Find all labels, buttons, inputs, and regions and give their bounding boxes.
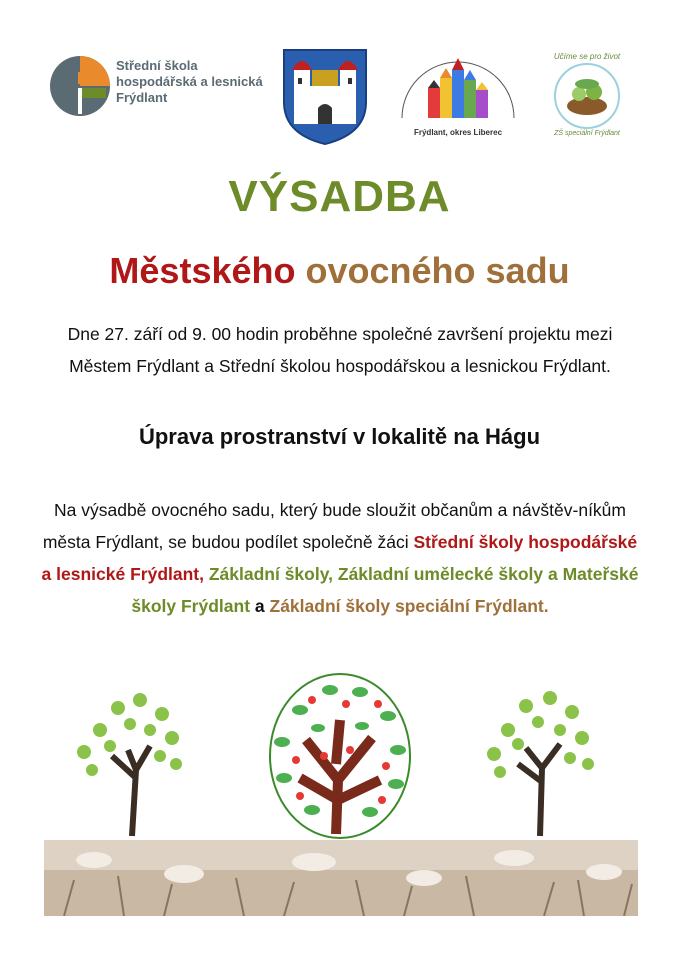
school-name-line3: Frýdlant [116,90,168,105]
trees-illustration [0,660,679,840]
subtitle-part1: Městského [109,250,296,291]
participants-paragraph [40,494,640,622]
special-school-logo [548,52,626,142]
participant-school-1: Střední školy hospodářské a lesnické Frýdlant, [41,532,638,584]
right-tree [487,691,594,836]
zus-caption: Frýdlant, okres Liberec [413,128,503,137]
school-emblem-icon [48,54,112,118]
special-school-motto: Učíme se pro život [553,52,621,61]
participants-and: a [250,596,270,616]
grass-banner [44,840,638,916]
nest-icon [548,62,626,132]
special-school-name: ZŠ speciální Frýdlant [554,130,620,137]
event-description: Dne 27. září od 9. 00 hodin proběhne společné završení projektu mezi Městem Frýdlant a Střední školou hospodářskou a lesnickou Frýdlant. [67,324,613,376]
logo-bar [0,0,679,160]
subtitle-part2: ovocného sadu [305,250,570,291]
participants-intro: Na výsadbě ovocného sadu, který bude sloužit občanům a návštěv-níkům města Frýdlant, se budou podílet společně žáci [42,500,626,552]
section-heading: Úprava prostranství v lokalitě na Hágu [138,424,541,449]
grass-field-icon [44,840,638,916]
colorful-houses-icon [396,48,520,128]
participant-school-2: Základní školy, Základní umělecké školy a Mateřské školy Frýdlant [131,564,639,616]
participant-school-3: Základní školy speciální Frýdlant. [269,596,549,616]
town-crest-icon [280,46,370,146]
school-name-line1: Střední škola [116,58,198,73]
zus-logo [396,48,520,140]
school-name-line2: hospodářská a lesnická [116,74,263,89]
left-tree [77,693,182,836]
page-subtitle [0,250,679,292]
page-title: VÝSADBA [228,172,451,221]
trees-icon [0,660,679,840]
school-logo [48,54,268,120]
town-crest [280,46,370,146]
center-tree [270,674,410,838]
